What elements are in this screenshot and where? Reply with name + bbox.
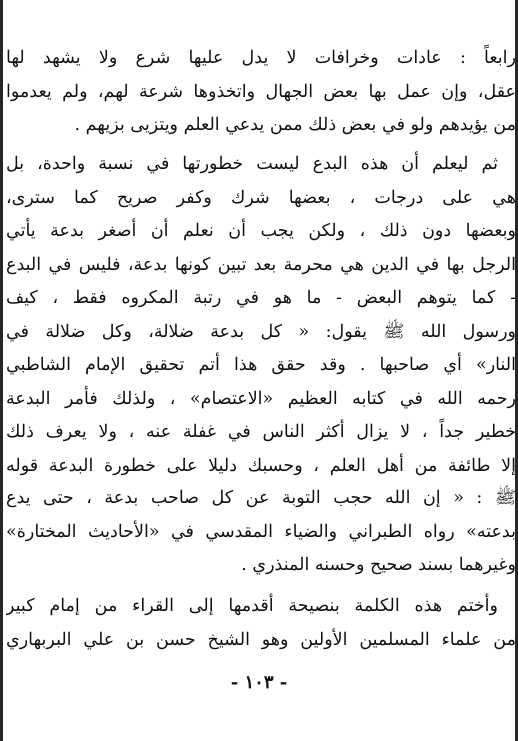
text-line: وأختم هذه الكلمة بنصيحة أقدمها إلى القراء من إمام كبير [6,596,498,616]
text-line: النار» أي صاحبها . وقد حقق هذا أتم تحقيق الإمام الشاطبي [6,355,516,375]
text-line: وبعضها دون ذلك ، ولكن يجب أن نعلم أن أصغر بدعة يأتي [6,221,516,241]
text-line: رحمه الله في كتابه العظيم «الاعتصام» ، ولذلك فأمر البدعة [6,388,516,409]
paragraph-fourth-point [6,42,516,143]
text-line: رابعاً : عادات وخرافات لا يدل عليها شرع ولا يشهد لها [6,48,516,68]
paragraph-hadith [6,482,516,583]
text-line: خطير جداً ، لا يزال أكثر الناس في غفلة عنه ، ولا يعرف ذلك [6,422,516,442]
scan-border-left [0,0,3,741]
text-line: وغيرهما بسند صحيح وحسنه المنذري . [241,555,516,575]
paragraph-bida-degrees [6,148,516,483]
text-line: ﷺ : « إن الله حجب التوبة عن كل صاحب بدعة ، حتى يدع [6,488,516,508]
text-line: من علماء المسلمين الأولين وهو الشيخ حسن بن علي البربهاري [6,629,516,650]
paragraph-closing [6,590,516,657]
text-line: إلا طائفة من أهل العلم ، وحسبك دليلا على خطورة البدعة قوله [6,455,516,476]
text-line: بدعته» رواه الطبراني والضياء المقدسي في «الأحاديث المختارة» [6,521,516,542]
text-line: ورسول الله ﷺ يقول: « كل بدعة ضلالة، وكل ضلالة في [6,321,516,342]
text-line: هي على درجات ، بعضها شرك وكفر صريح كما سترى، [6,187,516,208]
text-line: الرجل بها في الدين هي محرمة بعد تبين كونها بدعة، فليس في البدع [6,254,516,275]
text-line: - كما يتوهم البعض - ما هو في رتبة المكروه فقط ، كيف [6,288,516,308]
text-line: عقل، وإن عمل بها بعض الجهال واتخذوها شرعة لهم، ولم يعدموا [6,81,516,102]
text-line: ثم ليعلم أن هذه البدع ليست خطورتها في نسبة واحدة، بل [6,154,498,174]
page-number: - ١٠٣ - [230,672,288,693]
text-line: من يؤيدهم ولو في بعض ذلك ممن يدعي العلم ويتزيى بزيهم . [74,115,516,135]
